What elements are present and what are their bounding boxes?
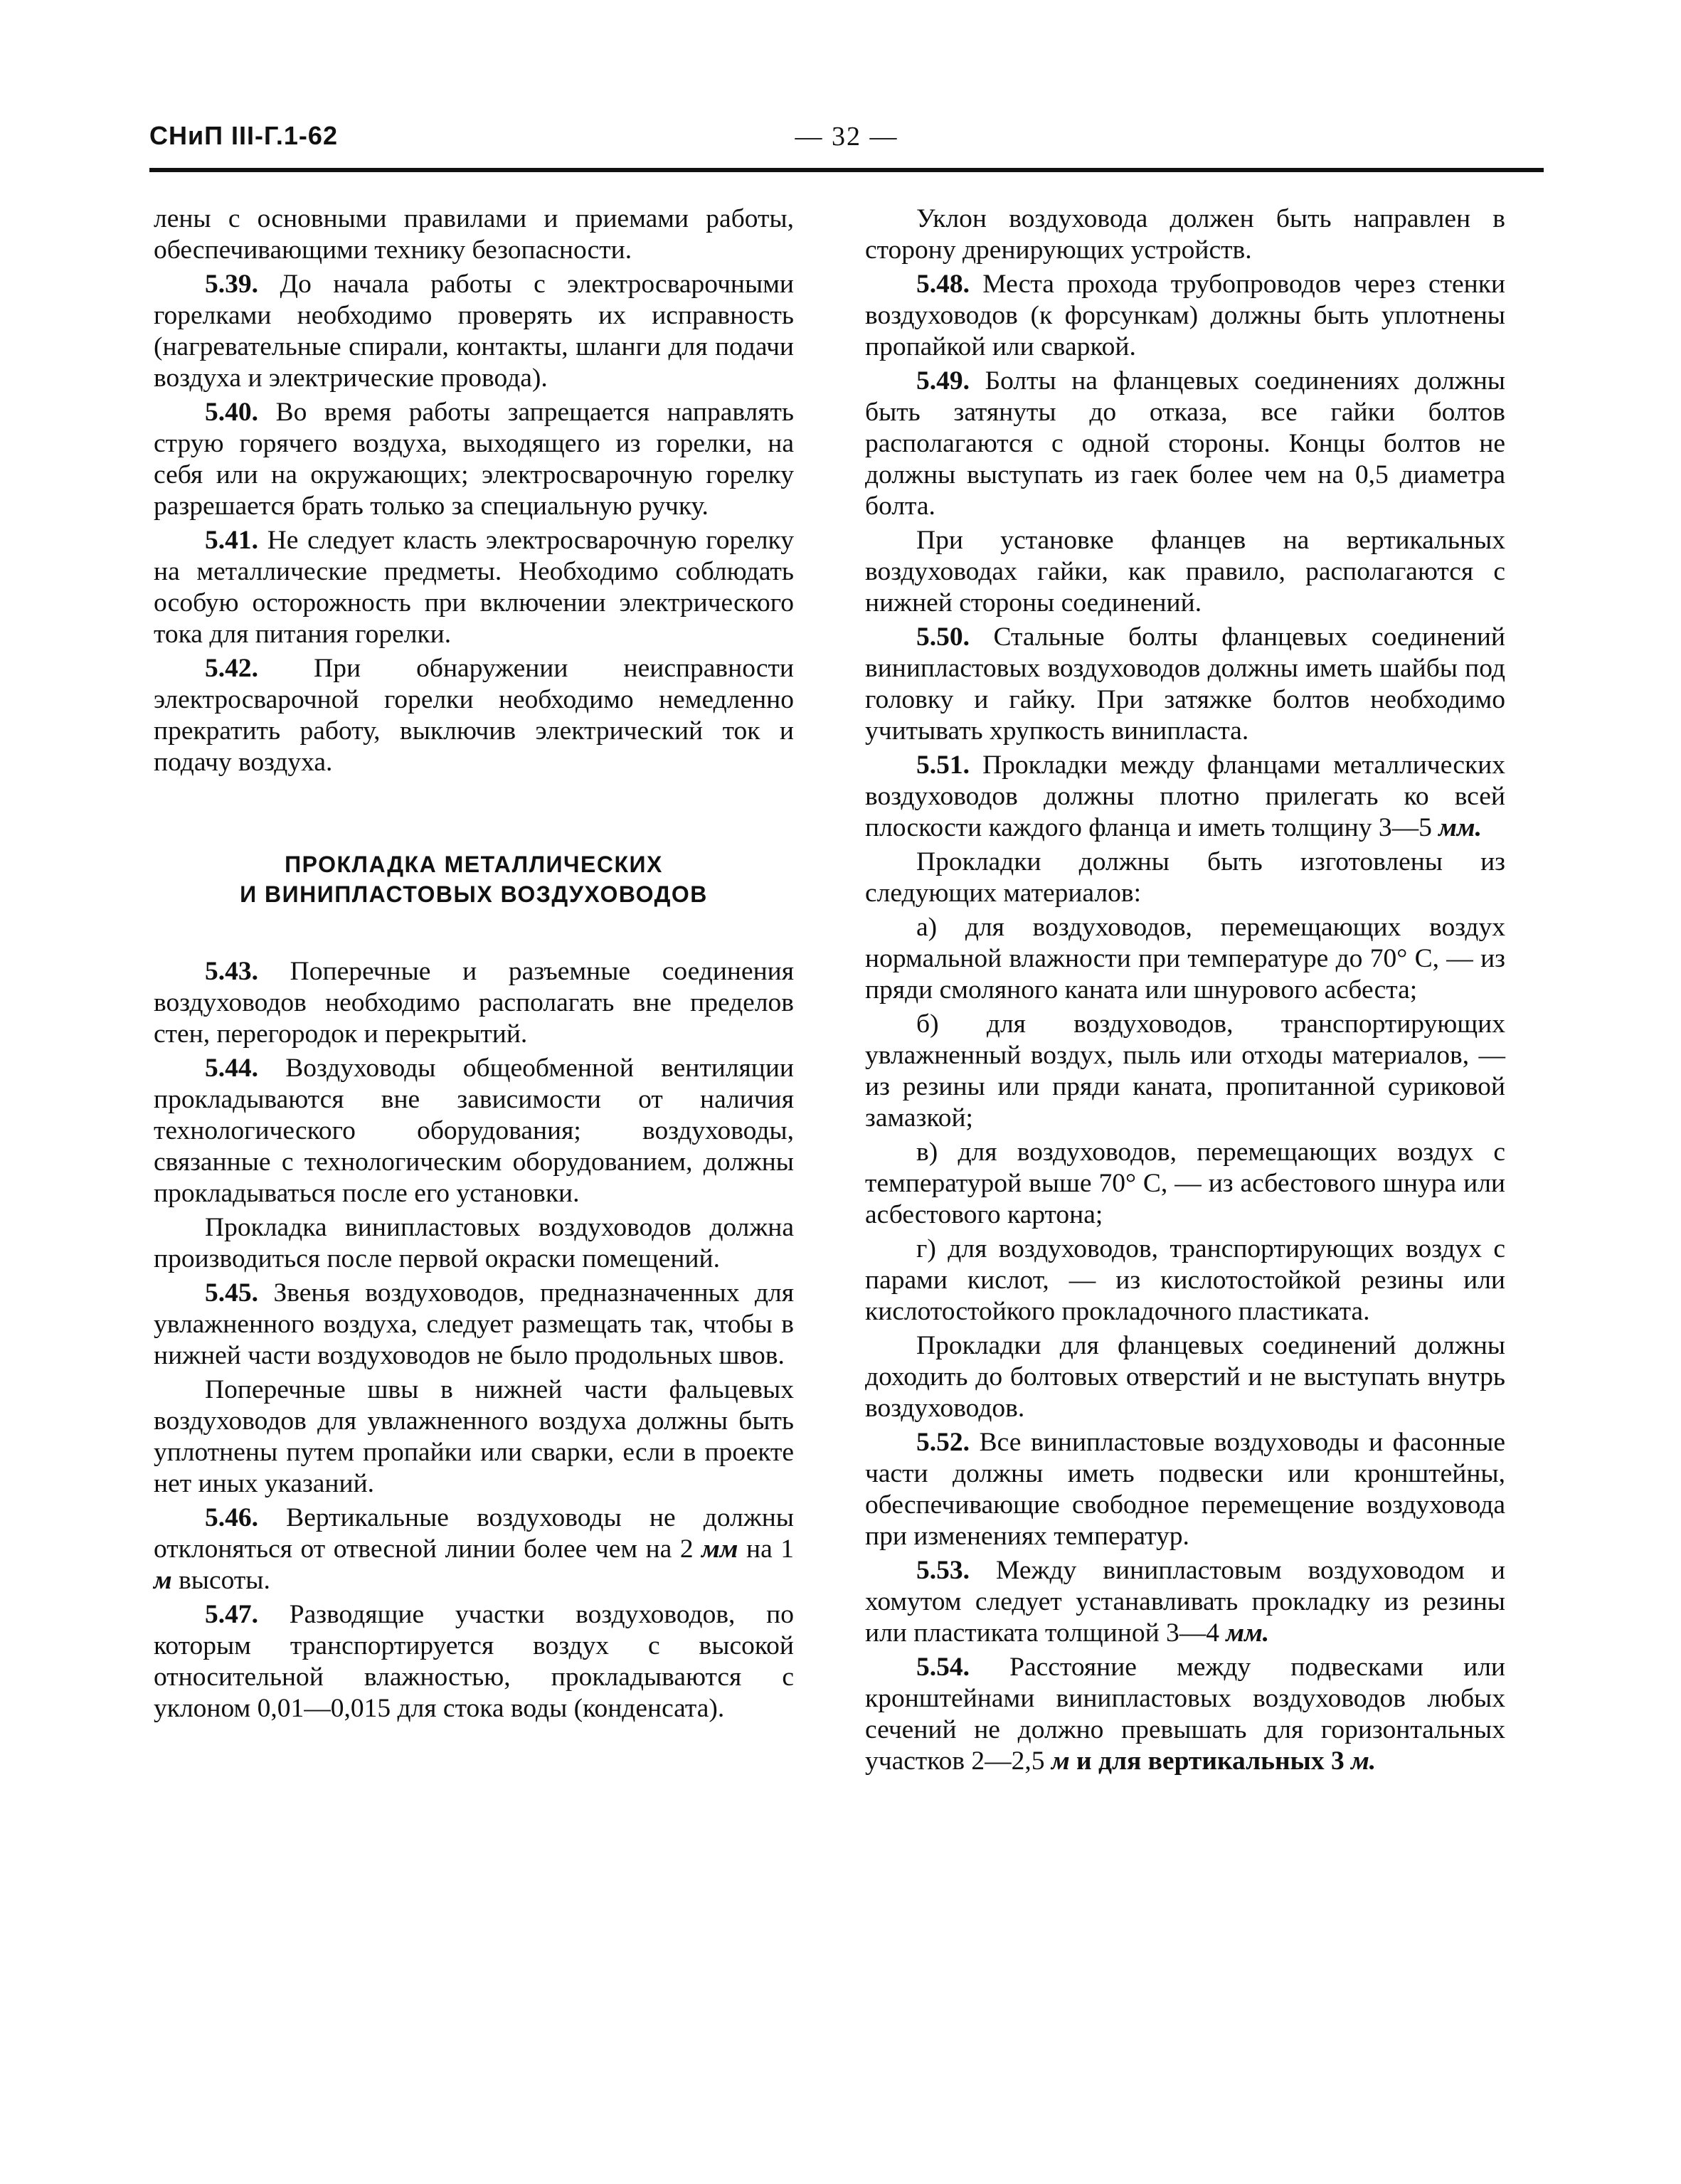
clause-number: 5.50.	[916, 622, 970, 652]
clause-number: 5.42.	[205, 654, 258, 683]
left-column	[154, 203, 794, 1727]
paragraph-5-41	[154, 525, 794, 650]
list-item-a: а) для воздуховодов, перемещающих воздух нормальной влажности при температуре до 70° С, — из пряди смоляного каната или шнурового асбеста;	[865, 913, 1505, 1004]
clause-number: 5.44.	[205, 1054, 258, 1083]
page-header	[149, 121, 1544, 162]
paragraph-5-51	[865, 750, 1505, 844]
clause-number: 5.53.	[916, 1556, 970, 1585]
paragraph-5-47-continued: Уклон воздуховода должен быть направлен в сторону дренирующих устройств.	[865, 204, 1505, 265]
list-item-g: г) для воздуховодов, транспортирующих воздух с парами кислот, — из кислотостойкой резины или кислотостойкого прокладочного пластиката.	[865, 1234, 1505, 1326]
paragraph-5-45-continued: Поперечные швы в нижней части фальцевых воздуховодов для увлажненного воздуха должны быть уплотнены путем пропайки или сварки, если в проекте нет иных указаний.	[154, 1375, 794, 1498]
clause-text: Прокладки между фланцами металлических воздуховодов должны плотно прилегать ко всей плоскости каждого фланца и иметь толщину 3—5	[865, 751, 1505, 842]
clause-number: 5.49.	[916, 366, 970, 396]
right-column	[865, 203, 1505, 1780]
clause-text: Во время работы запрещается направлять струю горячего воздуха, выходящего из горелки, на себя или на окружающих; электросварочную горелку разрешается брать только за специальную ручку.	[154, 398, 794, 521]
paragraph-5-42	[154, 653, 794, 778]
clause-text: Между винипластовым воздуховодом и хомутом следует устанавливать прокладку из резины или пластиката толщиной 3—4	[865, 1556, 1505, 1648]
clause-text: на 1	[738, 1534, 794, 1564]
clause-text: Звенья воздуховодов, предназначенных для увлажненного воздуха, следует размещать так, чтобы в нижней части воздуховодов не было продольных швов.	[154, 1278, 794, 1370]
paragraph-5-50	[865, 622, 1505, 747]
paragraph-5-40	[154, 397, 794, 522]
document-code: СНиП III-Г.1-62	[149, 121, 338, 150]
clause-text: До начала работы с электросварочными горелками необходимо проверять их исправность (нагревательные спирали, контакты, шланги для подачи воздуха и электрические провода).	[154, 270, 794, 393]
paragraph-5-45	[154, 1278, 794, 1372]
clause-number: 5.54.	[916, 1653, 970, 1682]
clause-number: 5.39.	[205, 270, 258, 299]
clause-text: высоты.	[171, 1566, 270, 1595]
clause-number: 5.48.	[916, 270, 970, 299]
clause-number: 5.41.	[205, 526, 258, 555]
unit-mm: мм.	[1438, 813, 1482, 842]
list-item-v: в) для воздуховодов, перемещающих воздух с температурой выше 70° С, — из асбестового шнура или асбестового картона;	[865, 1138, 1505, 1229]
paragraph-5-49-continued: При установке фланцев на вертикальных воздуховодах гайки, как правило, располагаются с нижней стороны соединений.	[865, 526, 1505, 617]
section-heading-line-1: ПРОКЛАДКА МЕТАЛЛИЧЕСКИХ	[285, 852, 663, 877]
unit-m: м	[154, 1566, 172, 1595]
unit-mm: мм	[701, 1534, 738, 1564]
list-item-b: б) для воздуховодов, транспортирующих увлажненный воздух, пыль или отходы материалов, — из резины или пряди каната, пропитанной суриковой замазкой;	[865, 1009, 1505, 1133]
paragraph-5-39	[154, 269, 794, 394]
paragraph-5-54	[865, 1652, 1505, 1777]
clause-text: Стальные болты фланцевых соединений винипластовых воздуховодов должны иметь шайбы под головку и гайку. При затяжке болтов необходимо учитывать хрупкость винипласта.	[865, 622, 1505, 746]
paragraph-5-48	[865, 269, 1505, 363]
clause-text: Не следует класть электросварочную горелку на металлические предметы. Необходимо соблюдать особую осторожность при включении электрического тока для питания горелки.	[154, 526, 794, 649]
clause-text: Вертикальные воздуховоды не должны отклоняться от отвесной линии более чем на 2	[154, 1503, 794, 1564]
paragraph-5-51-continued: Прокладки для фланцевых соединений должны доходить до болтовых отверстий и не выступать внутрь воздуховодов.	[865, 1331, 1505, 1423]
paragraph-5-44-continued: Прокладка винипластовых воздуховодов должна производиться после первой окраски помещений.	[154, 1213, 794, 1273]
clause-number: 5.51.	[916, 751, 970, 780]
paragraph-5-44	[154, 1053, 794, 1209]
clause-number: 5.52.	[916, 1428, 970, 1457]
paragraph-5-52	[865, 1427, 1505, 1552]
paragraph-5-47	[154, 1599, 794, 1724]
paragraph-5-53	[865, 1555, 1505, 1649]
clause-text: Разводящие участки воздуховодов, по которым транспортируется воздух с высокой относительной влажностью, прокладываются с уклоном 0,01—0,015 для стока воды (конденсата).	[154, 1600, 794, 1723]
clause-text: Расстояние между подвесками или кронштейнами винипластовых воздуховодов любых сечений не должно превышать для горизонтальных участков 2—2,5	[865, 1653, 1505, 1776]
paragraph-5-49	[865, 366, 1505, 522]
unit-m: м.	[1351, 1746, 1377, 1776]
clause-number: 5.40.	[205, 398, 258, 427]
paragraph-5-51-materials: Прокладки должны быть изготовлены из следующих материалов:	[865, 847, 1505, 908]
clause-number: 5.47.	[205, 1600, 258, 1629]
clause-text: Болты на фланцевых соединениях должны быть затянуты до отказа, все гайки болтов располагаются с одной стороны. Концы болтов не должны выступать из гаек более чем на 0,5 диаметра болта.	[865, 366, 1505, 521]
clause-text: Воздуховоды общеобменной вентиляции прокладываются вне зависимости от наличия технологического оборудования; воздуховоды, связанные с технологическим оборудованием, должны прокладываться после его установки.	[154, 1054, 794, 1208]
clause-text: Места прохода трубопроводов через стенки воздуховодов (к форсункам) должны быть уплотнены пропайкой или сваркой.	[865, 270, 1505, 361]
unit-m: м	[1051, 1746, 1070, 1776]
clause-number: 5.45.	[205, 1278, 258, 1308]
section-heading-line-2: И ВИНИПЛАСТОВЫХ ВОЗДУХОВОДОВ	[240, 881, 708, 907]
clause-text: Все винипластовые воздуховоды и фасонные части должны иметь подвески или кронштейны, обеспечивающие свободное перемещение воздуховода при изменениях температур.	[865, 1428, 1505, 1551]
clause-text: При обнаружении неисправности электросварочной горелки необходимо немедленно прекратить работу, выключив электрический ток и подачу воздуха.	[154, 654, 794, 777]
header-rule	[149, 168, 1544, 172]
paragraph-5-46	[154, 1502, 794, 1596]
page-number: — 32 —	[795, 122, 898, 152]
paragraph-5-43	[154, 956, 794, 1050]
clause-number: 5.43.	[205, 957, 258, 986]
section-heading	[154, 849, 794, 909]
unit-mm: мм.	[1226, 1618, 1270, 1648]
clause-text: Поперечные и разъемные соединения воздуховодов необходимо располагать вне пределов стен, перегородок и перекрытий.	[154, 957, 794, 1049]
paragraph-continued: лены с основными правилами и приемами работы, обеспечивающими технику безопасности.	[154, 204, 794, 265]
clause-number: 5.46.	[205, 1503, 258, 1532]
clause-text: и для вертикальных 3	[1069, 1746, 1352, 1776]
